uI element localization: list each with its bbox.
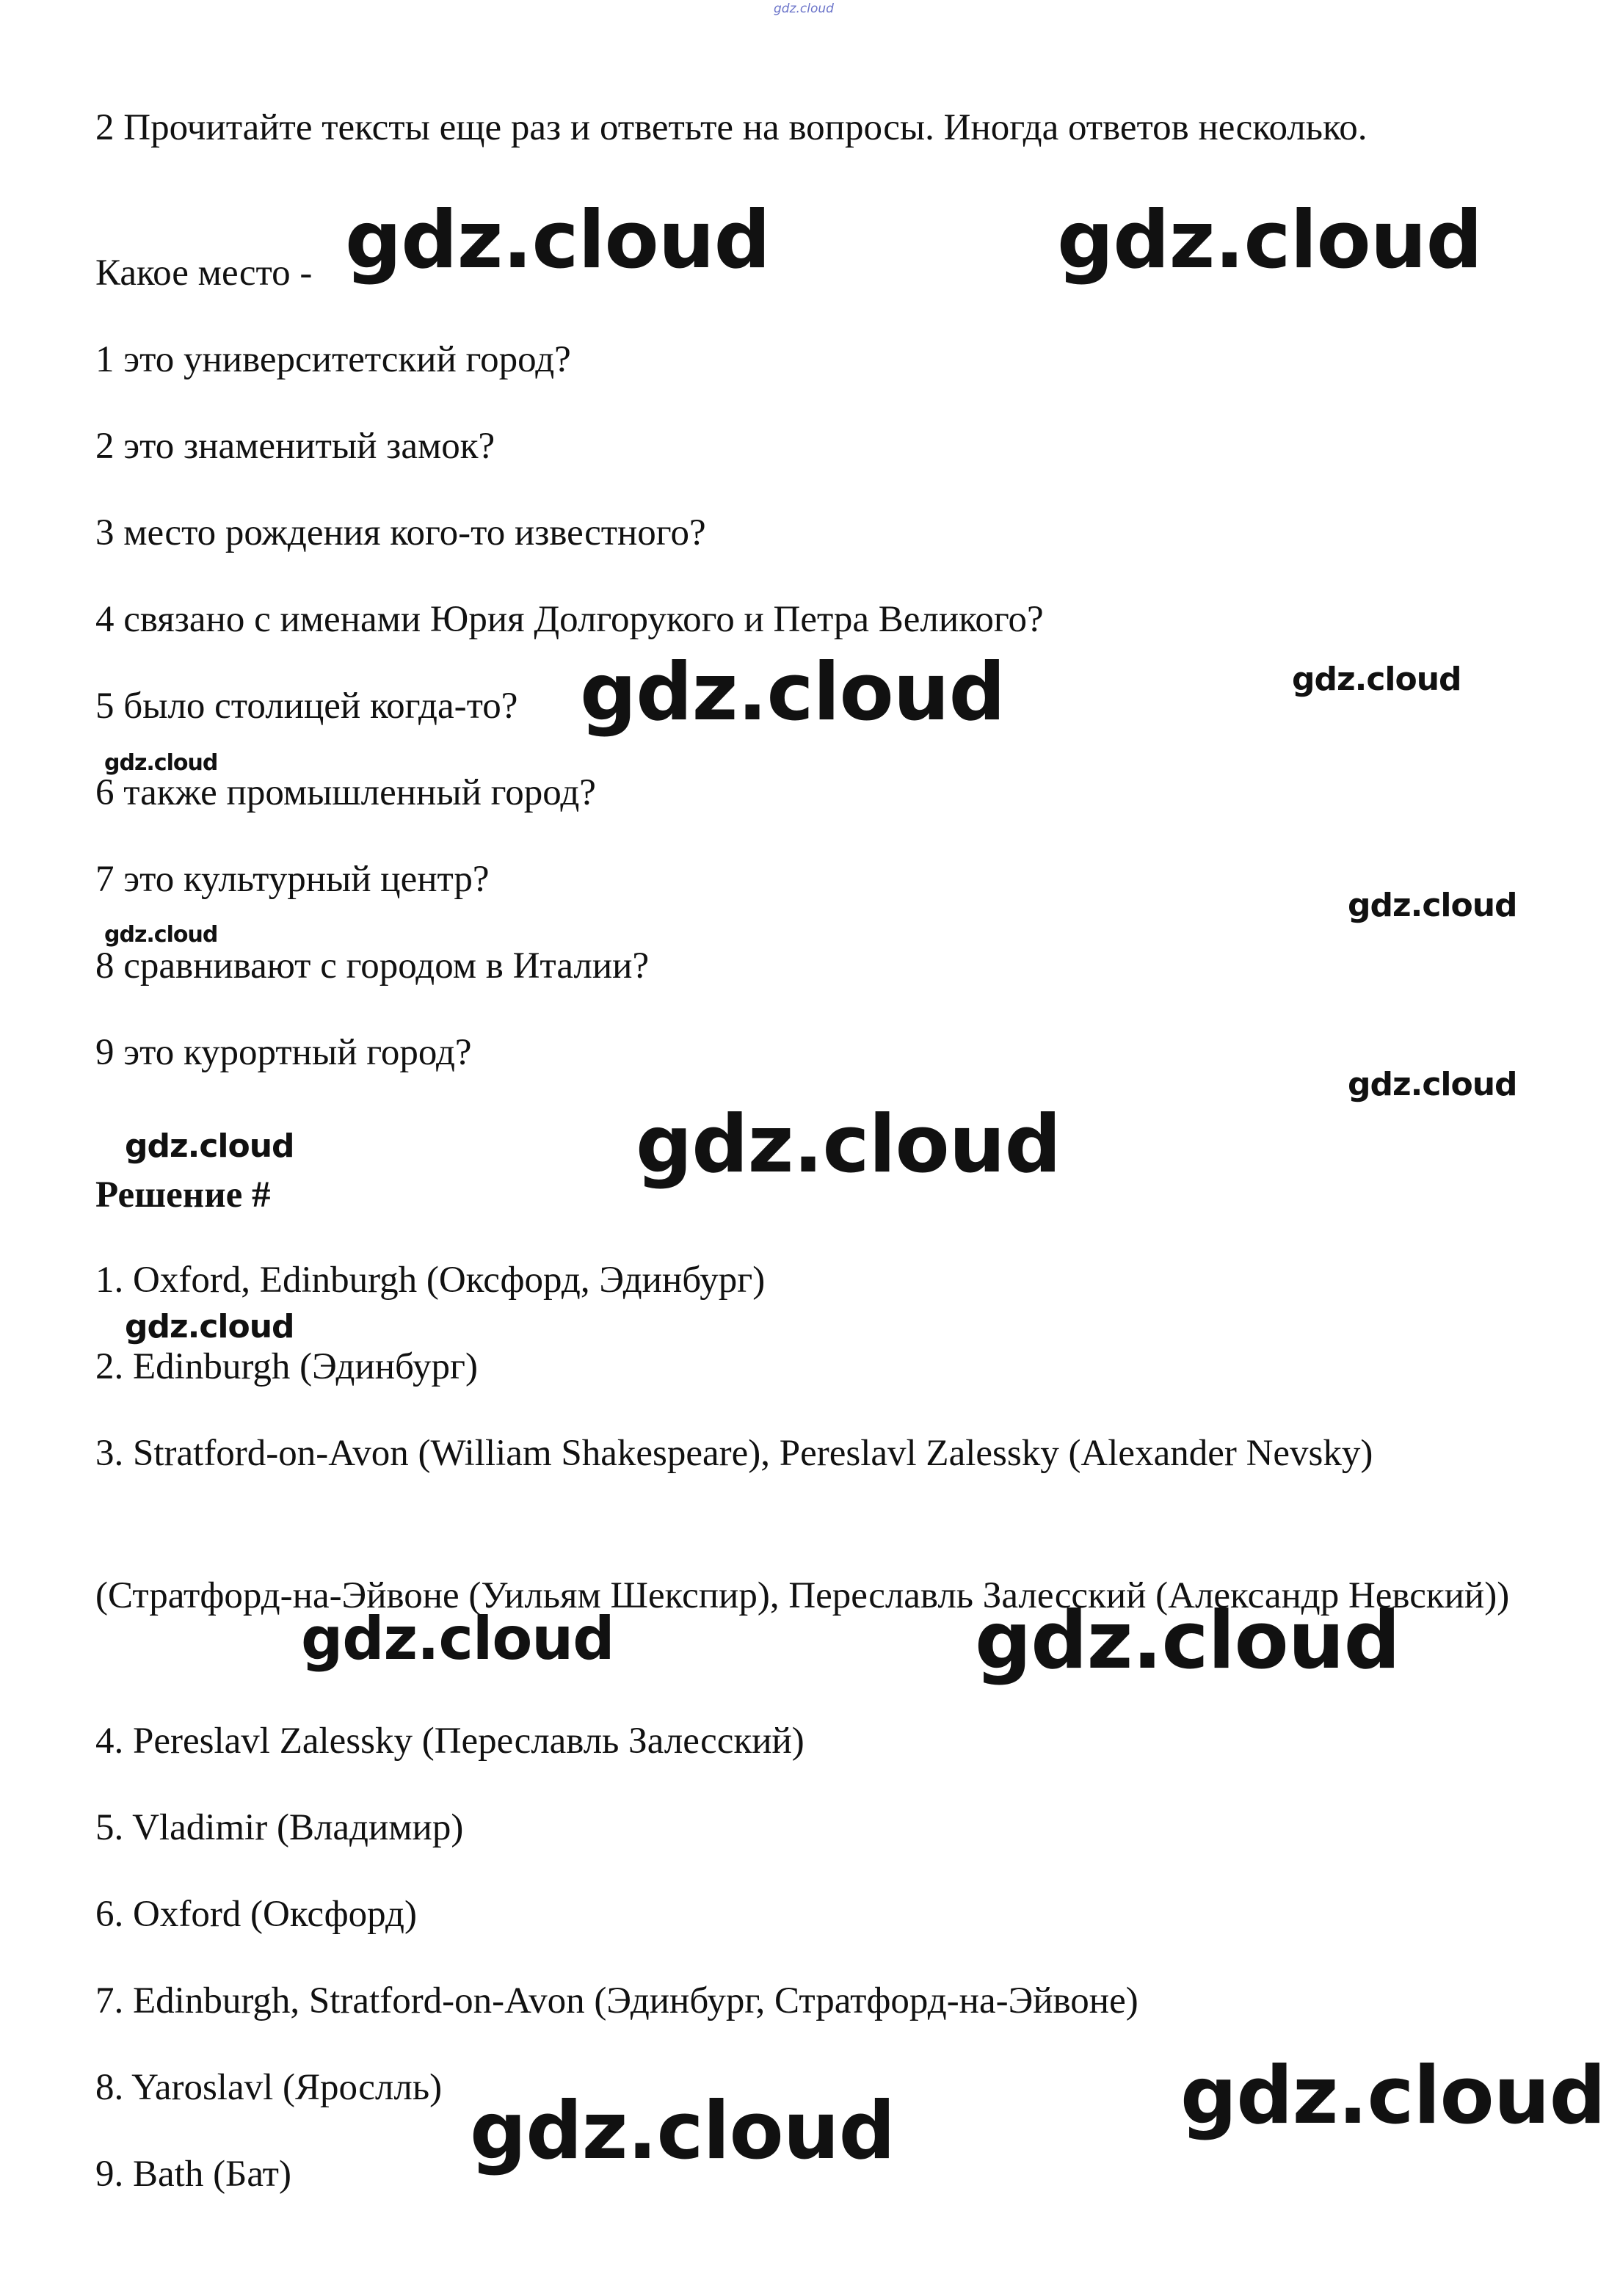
watermark: gdz.cloud — [125, 1127, 294, 1165]
watermark: gdz.cloud — [345, 195, 770, 286]
task-intro: 2 Прочитайте тексты еще раз и ответьте на вопросы. Иногда ответов несколько. — [95, 107, 1368, 148]
watermark: gdz.cloud — [104, 922, 218, 948]
answer-item: 9. Bath (Бат) — [95, 2154, 291, 2195]
watermark: gdz.cloud — [1180, 2050, 1605, 2142]
watermark: gdz.cloud — [1292, 661, 1461, 698]
answer-item: (Стратфорд-на-Эйвоне (Уильям Шекспир), Переславль Залесский (Александр Невский)) — [95, 1575, 1510, 1616]
watermark: gdz.cloud — [636, 1099, 1061, 1191]
answer-item: 3. Stratford-on-Avon (William Shakespeare), Pereslavl Zalessky (Alexander Nevsky) — [95, 1433, 1373, 1474]
question-item: 5 было столицей когда-то? — [95, 686, 518, 727]
watermark: gdz.cloud — [470, 2085, 895, 2177]
answer-item: 6. Oxford (Оксфорд) — [95, 1894, 417, 1935]
answer-item: 2. Edinburgh (Эдинбург) — [95, 1346, 478, 1387]
watermark: gdz.cloud — [580, 647, 1005, 738]
task-lead: Какое место - — [95, 253, 313, 294]
watermark: gdz.cloud — [1057, 195, 1482, 286]
question-item: 8 сравнивают с городом в Италии? — [95, 945, 650, 987]
watermark: gdz.cloud — [1348, 887, 1517, 924]
answer-item: 5. Vladimir (Владимир) — [95, 1807, 464, 1848]
header-watermark: gdz.cloud — [774, 1, 834, 16]
answer-item: 8. Yaroslavl (Ярослль) — [95, 2067, 443, 2108]
answer-item: 1. Oxford, Edinburgh (Оксфорд, Эдинбург) — [95, 1260, 766, 1301]
question-item: 1 это университетский город? — [95, 339, 571, 380]
watermark: gdz.cloud — [104, 750, 218, 776]
question-item: 6 также промышленный город? — [95, 772, 596, 813]
solution-heading: Решение # — [95, 1174, 271, 1216]
question-item: 3 место рождения кого-то известного? — [95, 512, 706, 553]
question-item: 9 это курортный город? — [95, 1032, 472, 1073]
watermark: gdz.cloud — [125, 1308, 294, 1345]
question-item: 2 это знаменитый замок? — [95, 426, 495, 467]
answer-item: 4. Pereslavl Zalessky (Переславль Залесский) — [95, 1721, 804, 1762]
question-item: 4 связано с именами Юрия Долгорукого и Петра Великого? — [95, 599, 1044, 640]
answer-item: 7. Edinburgh, Stratford-on-Avon (Эдинбург, Стратфорд-на-Эйвоне) — [95, 1980, 1138, 2021]
watermark: gdz.cloud — [301, 1605, 614, 1673]
watermark: gdz.cloud — [1348, 1066, 1517, 1103]
question-item: 7 это культурный центр? — [95, 859, 490, 900]
watermark: gdz.cloud — [975, 1595, 1400, 1687]
